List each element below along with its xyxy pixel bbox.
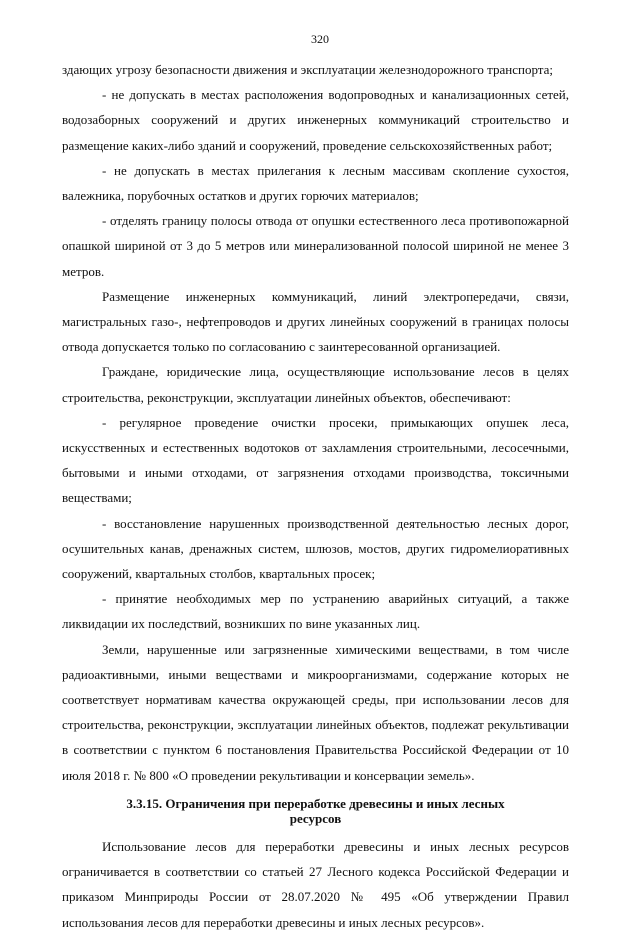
list-item: - отделять границу полосы отвода от опушки естественного леса противопожарной опашкой шириной от 3 до 5 метров или минерализованной полосой шириной не менее 3 метров. <box>62 213 569 279</box>
list-item: - не допускать в местах расположения водопроводных и канализационных сетей, водозаборных сооружений и других инженерных коммуникаций строительство и размещение каких-либо зданий и сооружений, проведение сельскохозяйственных работ; <box>62 87 569 153</box>
section-heading: 3.3.15. Ограничения при переработке древесины и иных лесных ресурсов <box>126 795 505 826</box>
document-body <box>62 57 569 935</box>
list-item: - восстановление нарушенных производственной деятельностью лесных дорог, осушительных канав, дренажных систем, шлюзов, мостов, других гидромелиоративных сооружений, квартальных столбов, квартальных просек; <box>62 515 569 582</box>
list-item: - регулярное проведение очистки просеки, примыкающих опушек леса, искусственных и естественных водотоков от захламления строительными, лесосечными, бытовыми и иными отходами, от загрязнения отходами производства, токсичными веществами; <box>62 414 569 506</box>
list-item: - принятие необходимых мер по устранению аварийных ситуаций, а также ликвидации их последствий, возникших по вине указанных лиц. <box>62 591 569 632</box>
paragraph: Использование лесов для переработки древесины и иных лесных ресурсов ограничивается в соответствии со статьей 27 Лесного кодекса Российской Федерации и приказом Минприроды России от 28.07.2020 № 495 «Об утверждении Правил использования лесов для переработки древесины и иных лесных ресурсов». <box>62 838 569 930</box>
page-number: 320 <box>311 32 329 46</box>
paragraph: Земли, нарушенные или загрязненные химическими веществами, в том числе радиоактивными, иными веществами и микроорганизмами, содержание которых не соответствует нормативам качества окружающей среды, при использовании лесов для строительства, реконструкции, эксплуатации линейных объектов, подлежат рекультивации в соответствии с пунктом 6 постановления Правительства Российской Федерации от 10 июля 2018 г. № 800 «О проведении рекультивации и консервации земель». <box>62 641 569 783</box>
paragraph: здающих угрозу безопасности движения и эксплуатации железнодорожного транспорта; <box>62 62 553 77</box>
list-item: - не допускать в местах прилегания к лесным массивам скопление сухостоя, валежника, порубочных остатков и других горючих материалов; <box>62 162 569 204</box>
paragraph: Граждане, юридические лица, осуществляющие использование лесов в целях строительства, реконструкции, эксплуатации линейных объектов, обеспечивают: <box>62 364 569 405</box>
paragraph: Размещение инженерных коммуникаций, линий электропередачи, связи, магистральных газо-, нефтепроводов и других линейных сооружений в границах полосы отвода допускается только по согласованию с заинтересованной организацией. <box>62 288 569 355</box>
